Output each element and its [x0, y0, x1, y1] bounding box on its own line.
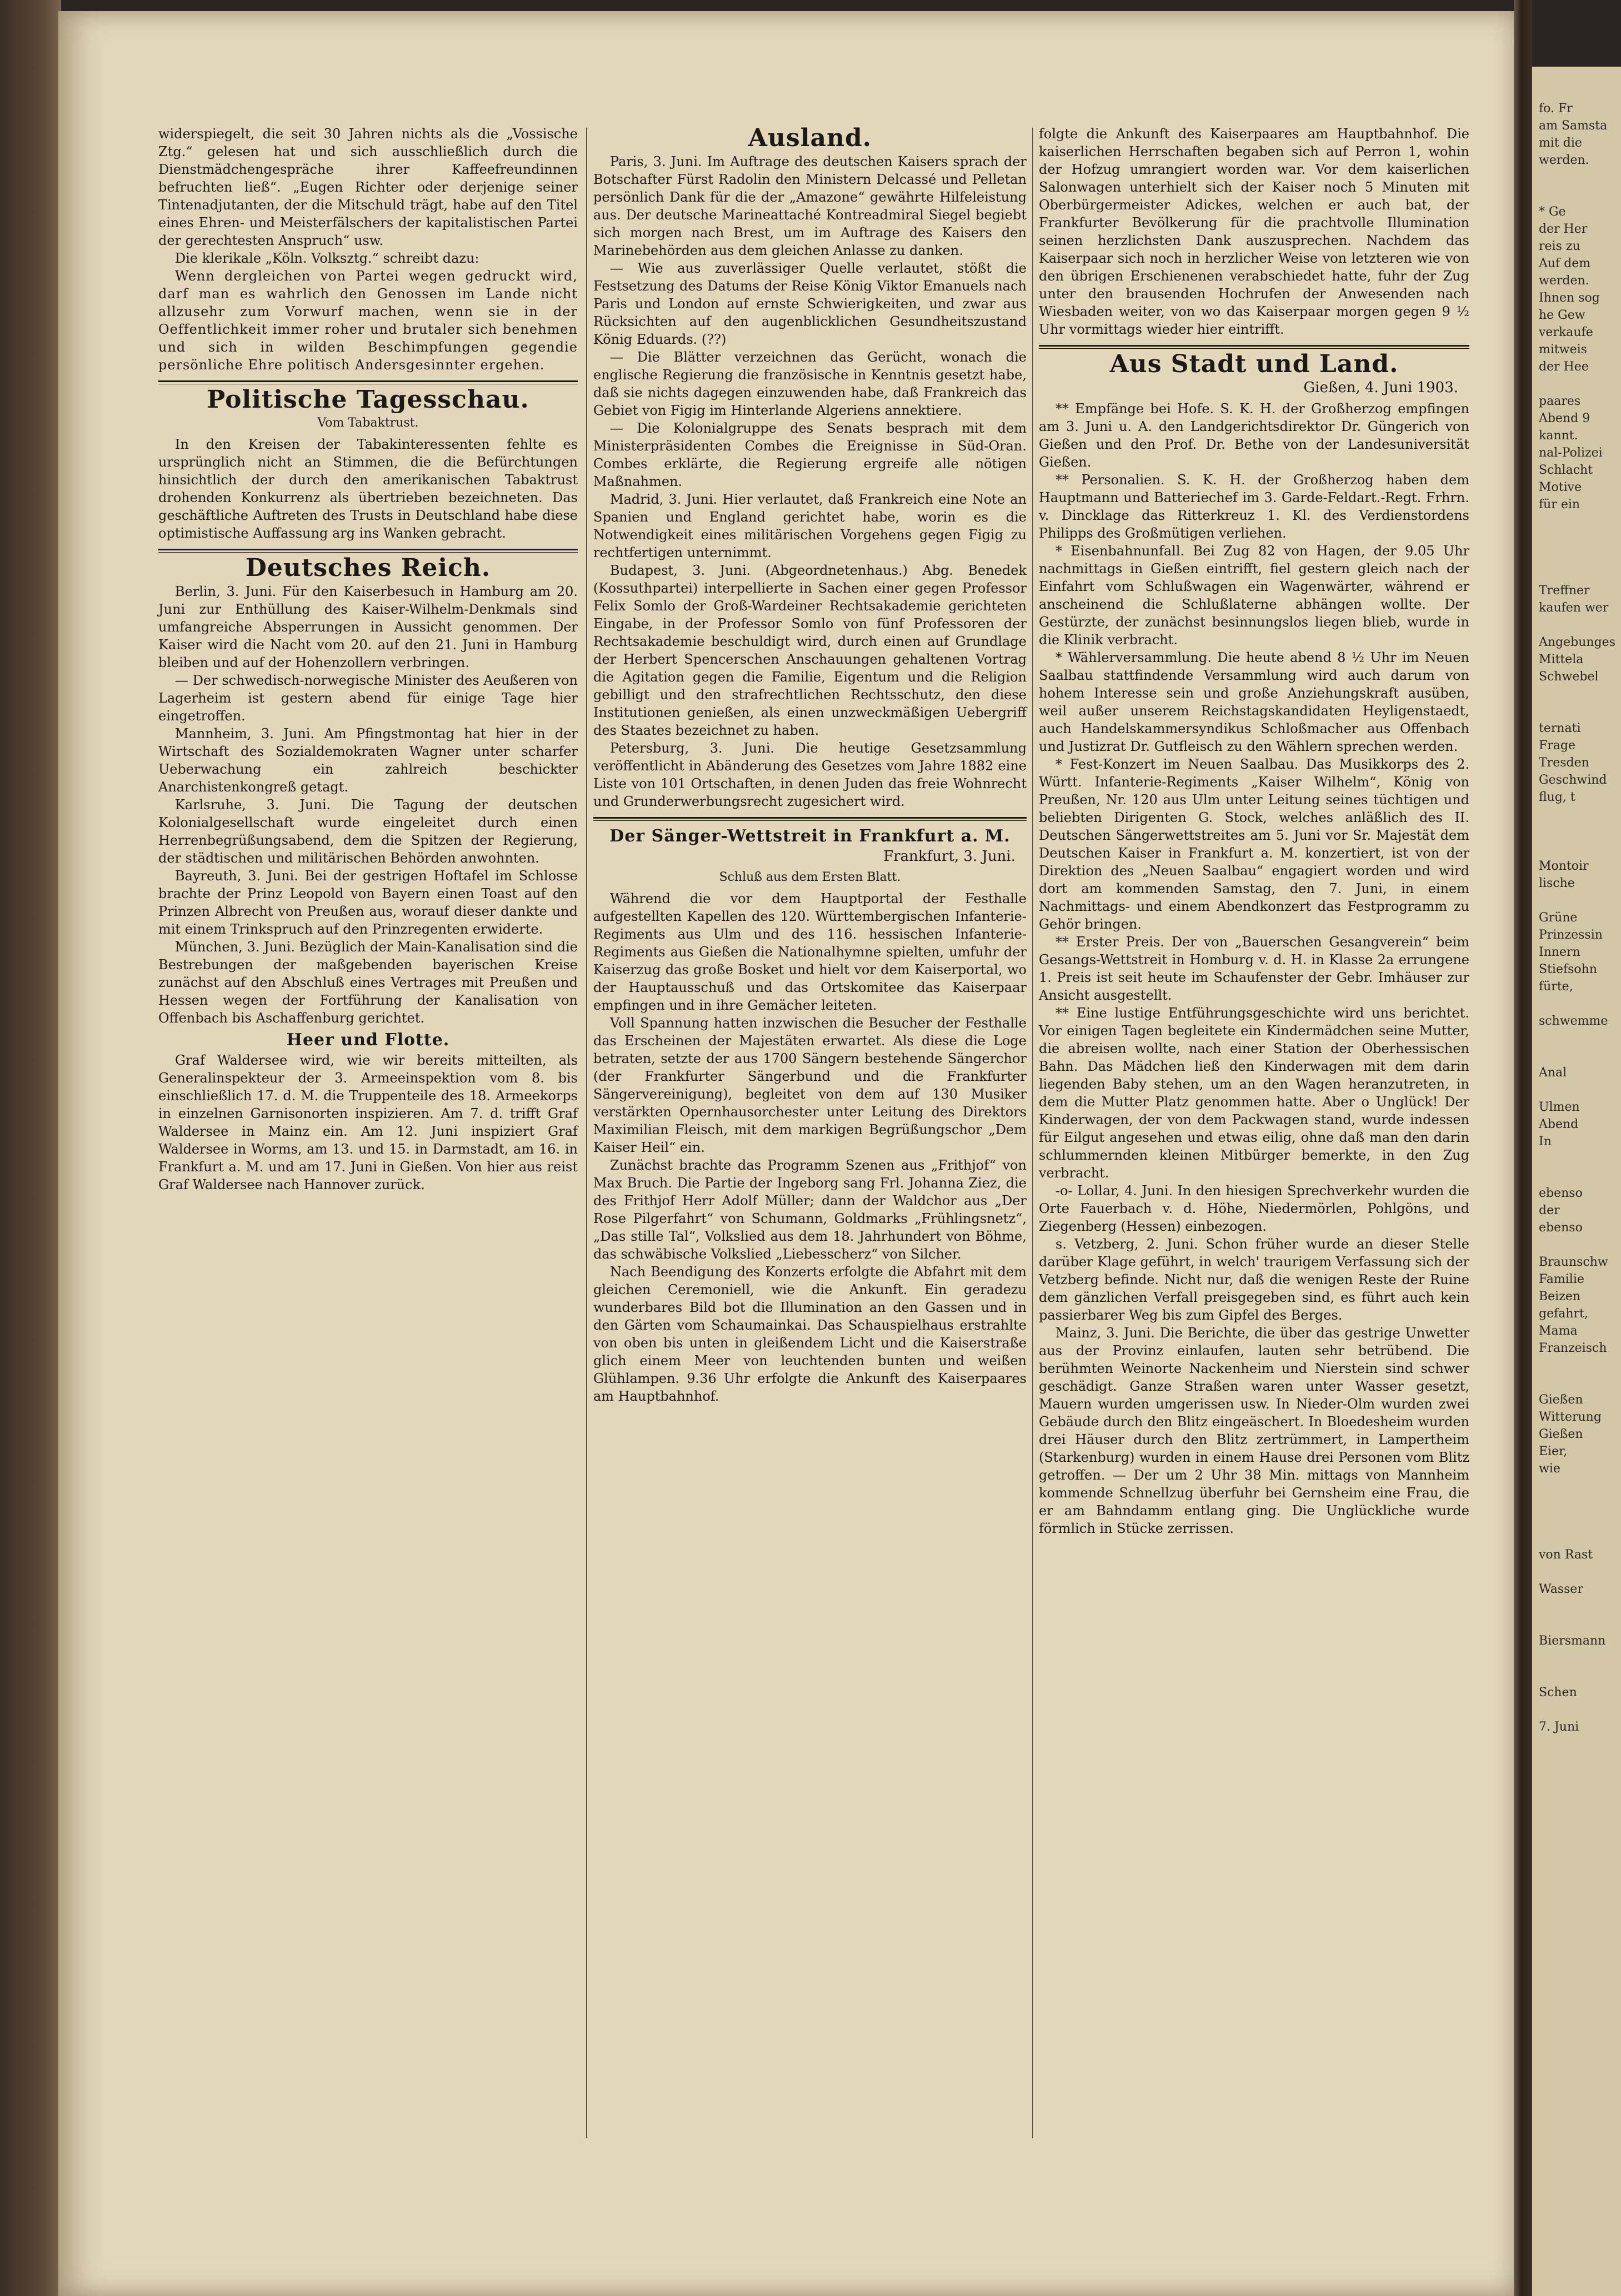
facing-page-text: fo. Fr am Samsta mit die werden. * Ge der Her reis zu Auf dem werden. Ihnen sog he Gew verkaufe mitweis der Hee paares Abend 9 kannt. nal-Polizei Schlacht Motive für ein Treffner kaufen wer Angebunges Mittela Schwebel ternati Frage Tresden Geschwind flug, t Montoir lische Grüne Prinzessin Innern Stiefsohn fürte, schwemme Anal Ulmen Abend In ebenso der ebenso Braunschw Familie Beizen gefahrt, Mama Franzeisch Gießen Witterung Gießen Eier, wie von Rast Wasser Biersmann Schen 7. Juni — [1539, 102, 1615, 1734]
column-3 — [1039, 125, 1469, 1537]
article-text: * Fest-Konzert im Neuen Saalbau. Das Musikkorps des 2. Württ. Infanterie-Regiments „Kaiser Wilhelm“, König von Preußen, Nr. 120 aus Ulm unter Leitung seines tüchtigen und beliebten Dirigenten G. Stock, welches anläßlich des II. Deutschen Sängerwettstreites am 5. Juni vor Sr. Majestät dem Deutschen Kaiser in Frankfurt a. M. konzertiert, ist von der Direktion des „Neuen Saalbau“ engagiert worden und wird dort am kommenden Samstag, den 7. Juni, in einem Nachmittags- und einem Abendkonzert das Festprogramm zu Gehör bringen. — [1039, 756, 1469, 932]
article-text: — Wie aus zuverlässiger Quelle verlautet, stößt die Festsetzung des Datums der Reise König Viktor Emanuels nach Paris und London auf ernste Schwierigkeiten, und zwar aus Rücksichten auf den augenblicklichen Gesundheitszustand König Eduards. (??) — [593, 260, 1027, 347]
article-text: — Die Kolonialgruppe des Senats besprach mit dem Ministerpräsidenten Combes die Ereignisse in Süd-Oran. Combes erklärte, die Regierung ergreife alle nötigen Maßnahmen. — [593, 420, 1027, 489]
article-text: s. Vetzberg, 2. Juni. Schon früher wurde an dieser Stelle darüber Klage geführt, in welch' traurigem Verfassung sich der Vetzberg befinde. Nicht nur, daß die wenigen Reste der Ruine dem gänzlichen Verfall preisgegeben sind, es führt auch kein passierbarer Weg bis zum Gipfel des Berges. — [1039, 1236, 1469, 1323]
article-text: Nach Beendigung des Konzerts erfolgte die Abfahrt mit dem gleichen Ceremoniell, wie die Ankunft. Ein geradezu wunderbares Bild bot die Illumination an den Gassen und in den Gärten vom Schaumainkai. Das Schauspielhaus erstrahlte von oben bis unten in gleißendem Licht und die Kaiserstraße glich einem Meer von leuchtenden bunten und weißen Glühlampen. 9.36 Uhr erfolgte die Ankunft des Kaiserpaares am Hauptbahnhof. — [593, 1264, 1027, 1404]
section-divider — [1039, 345, 1469, 349]
section-divider — [593, 817, 1027, 821]
article-subheading: Vom Tabaktrust. — [317, 416, 419, 430]
quote-text: Wenn dergleichen von Partei wegen gedruckt wird, darf man es wahrlich den Genossen im Lande nicht allzusehr zum Vorwurf machen, wenn sie in der Oeffentlichkeit immer roher und brutaler sich benehmen und sich in wilden Beschimpfungen gegendie persönliche Ehre politisch Andersgesinnter ergehen. — [158, 268, 578, 373]
left-dark-edge — [0, 0, 61, 2296]
section-divider — [158, 380, 578, 384]
section-heading-aus-stadt-und-land: Aus Stadt und Land. — [1109, 350, 1399, 378]
article-text: — Die Blätter verzeichnen das Gerücht, wonach die englische Regierung die französische in Kenntnis gesetzt habe, daß sie nichts dagegen einzuwenden habe, daß Frankreich das Gebiet von Figig im Hinterlande Algeriens annektiere. — [593, 349, 1027, 418]
article-text: * Eisenbahnunfall. Bei Zug 82 von Hagen, der 9.05 Uhr nachmittags in Gießen eintrifft, fiel gestern gleich nach der Einfahrt vom Schlußwagen ein Wagenwärter, während er anscheinend die Schlußlaterne abhängen wollte. Der Gestürzte, der zunächst besinnungslos liegen blieb, wurde in die Klinik verbracht. — [1039, 543, 1469, 648]
article-text: Bayreuth, 3. Juni. Bei der gestrigen Hoftafel im Schlosse brachte der Prinz Leopold von Bayern einen Toast auf den Prinzen Albrecht von Preußen aus, worauf dieser dankte und mit einem Trinkspruch auf den Prinzregenten erwiderte. — [158, 868, 578, 937]
article-text: ** Erster Preis. Der von „Bauerschen Gesangverein“ beim Gesangs-Wettstreit in Homburg v. d. H. in Klasse 2a errungene 1. Preis ist seit heute im Schaufenster der Gebr. Imhäuser zur Ansicht ausgestellt. — [1039, 934, 1469, 1003]
article-subheading: Schluß aus dem Ersten Blatt. — [719, 870, 901, 884]
article-text: München, 3. Juni. Bezüglich der Main-Kanalisation sind die Bestrebungen der maßgebenden bayerischen Kreise zunächst auf den Abschluß eines Vertrages mit Preußen und Hessen wegen der Fortführung der Kanalisation von Offenbach bis Aschaffenburg gerichtet. — [158, 939, 578, 1026]
article-text: * Wählerversammlung. Die heute abend 8 ½ Uhr im Neuen Saalbau stattfindende Versammlung wird auch darum von hohem Interesse sein und große Anziehungskraft ausüben, weil außer unserem Reichstagskandidaten Heyligenstaedt, auch Handelskammersyndikus Schloßmacher aus Offenbach und Justizrat Dr. Gutfleisch zu den Wählern sprechen werden. — [1039, 650, 1469, 754]
article-text: — Der schwedisch-norwegische Minister des Aeußeren von Lagerheim ist gestern abend für einige Tage hier eingetroffen. — [158, 673, 578, 724]
article-text: Paris, 3. Juni. Im Auftrage des deutschen Kaisers sprach der Botschafter Fürst Radolin den Ministern Delcassé und Pelletan persönlich Dank für die der „Amazone“ gewährte Hilfeleistung aus. Der deutsche Marineattaché Kontreadmiral Siegel begiebt sich morgen nach Brest, um im Auftrage des Kaisers den Marinebehörden aus dem gleichen Anlasse zu danken. — [593, 154, 1027, 258]
section-heading-politische-tagesschau: Politische Tagesschau. — [207, 385, 529, 414]
section-divider — [158, 549, 578, 553]
column-rule-2 — [1032, 128, 1033, 2138]
article-text: ** Eine lustige Entführungsgeschichte wird uns berichtet. Vor einigen Tagen begleitete ein Kindermädchen seine Mutter, die abreisen wollte, nach einer Station der Oberhessischen Bahn. Das Mädchen ließ den Kinderwagen mit dem darin liegenden Baby stehen, um an den Wagen heranzutreten, in dem die Mutter Platz genommen hatte. Aber o Unglück! Der Kinderwagen, der von dem Packwagen stand, wurde indessen für Eilgut angesehen und etwas eilig, ohne daß man den darin schlummernden kleinen Mitbürger bemerkte, in den Zug verbracht. — [1039, 1005, 1469, 1181]
article-text: ** Personalien. S. K. H. der Großherzog haben dem Hauptmann und Batteriechef im 3. Garde-Feldart.-Regt. Frhrn. v. Dincklage das Ritterkreuz 1. Kl. des Verdienstordens Philipps des Großmütigen verliehen. — [1039, 472, 1469, 541]
article-text: folgte die Ankunft des Kaiserpaares am Hauptbahnhof. Die kaiserlichen Herrschaften begaben sich auf Perron 1, wohin der Hofzug umrangiert worden war. Vor dem kaiserlichen Salonwagen unterhielt sich der Kaiser noch 5 Minuten mit Oberbürgermeister Adickes, welchen er auch bat, der Frankfurter Bevölkerung für die prachtvolle Illumination seinen herzlichsten Dank auszusprechen. Nachdem das Kaiserpaar sich noch in herzlicher Weise von letzteren wie von den übrigen Erschienenen verabschiedet hatte, fuhr der Zug unter den brausenden Hochrufen der Anwesenden nach Wiesbaden weiter, von wo das Kaiserpaar morgen gegen 9 ½ Uhr vormittags wieder hier eintrifft. — [1039, 126, 1469, 337]
article-subheading-heer-und-flotte: Heer und Flotte. — [286, 1030, 450, 1050]
article-text: Mainz, 3. Juni. Die Berichte, die über das gestrige Unwetter aus der Provinz einlaufen, lauten sehr betrübend. Die berühmten Weinorte Nackenheim und Nierstein sind schwer geschädigt. Ganze Straßen waren unter Wasser gesetzt, Mauern wurden umgerissen usw. In Nieder-Olm wurden zwei Gebäude durch den Blitz eingeäschert. In Bloedesheim wurden drei Häuser durch den Blitz zertrümmert, in Lampertheim (Starkenburg) wurden in einem Hause drei Personen vom Blitz getroffen. — Der um 2 Uhr 38 Min. mittags von Mannheim kommende Schnellzug überfuhr bei Gernsheim eine Frau, die er am Bahndamm entlang ging. Die Unglückliche wurde förmlich in Stücke zerrissen. — [1039, 1325, 1469, 1536]
book-gutter — [1514, 0, 1532, 2296]
dateline: Frankfurt, 3. Juni. — [883, 848, 1015, 865]
article-text: widerspiegelt, die seit 30 Jahren nichts als die „Vossische Ztg.“ gelesen hat und sich ausschließlich durch die Dienstmädchengespräche ihrer Kaffeefreundinnen befruchten ließ“. „Eugen Richter oder derjenige seiner Tintenadjutanten, der die Mitschuld trägt, habe auf den Titel eines Ehren- und Meisterfälschers der kapitalistischen Partei der gerechtesten Anspruch“ usw. — [158, 126, 578, 248]
article-text: Petersburg, 3. Juni. Die heutige Gesetzsammlung veröffentlicht in Abänderung des Gesetzes vom Jahre 1882 eine Liste von 101 Ortschaften, in denen Juden das freie Wohnrecht und Grunderwerbungsrecht zugesichert wird. — [593, 740, 1027, 809]
facing-page-fragment — [1532, 67, 1621, 2296]
article-text: Mannheim, 3. Juni. Am Pfingstmontag hat hier in der Wirtschaft des Sozialdemokraten Wagner unter scharfer Ueberwachung ein zahlreich beschickter Anarchistenkongreß getagt. — [158, 726, 578, 795]
article-text: Madrid, 3. Juni. Hier verlautet, daß Frankreich eine Note an Spanien und England gerichtet habe, worin es die Notwendigkeit eines militärischen Vorgehens gegen Figig zu rechtfertigen unternimmt. — [593, 492, 1027, 560]
article-text: Die klerikale „Köln. Volksztg.“ schreibt dazu: — [175, 250, 479, 266]
column-rule-1 — [586, 128, 587, 2138]
section-heading-deutsches-reich: Deutsches Reich. — [245, 554, 491, 582]
article-text: Budapest, 3. Juni. (Abgeordnetenhaus.) Abg. Benedek (Kossuthpartei) interpellierte in Sachen einer gegen Professor Felix Somlo der Groß-Wardeiner Rechtsakademie gerichteten Eingabe, in der Professor Somlo von fünf Professoren der Rechtsakademie beschuldigt wird, durch einen auf Grundlage der Herbert Spencerschen Anschauungen gehaltenen Vortrag die Agitation gegen die Familie, Eigentum und die Religion gebilligt und den strafrechtlichen Rechtsschutz, den diese Institutionen genießen, als einen unzweckmäßigen Uebergriff des Staates bezeichnet zu haben. — [593, 563, 1027, 738]
article-text: Berlin, 3. Juni. Für den Kaiserbesuch in Hamburg am 20. Juni zur Enthüllung des Kaiser-Wilhelm-Denkmals sind umfangreiche Absperrungen in Aussicht genommen. Der Kaiser wird die Nacht vom 20. auf den 21. Juni in Hamburg bleiben und auf der Hohenzollern verbringen. — [158, 584, 578, 670]
section-heading-ausland: Ausland. — [748, 124, 872, 152]
article-text: Graf Waldersee wird, wie wir bereits mitteilten, als Generalinspekteur der 3. Armeeinspektion vom 8. bis einschließlich 17. d. M. die Truppenteile des 18. Armeekorps in einzelnen Garnisonorten inspizieren. Am 7. d. trifft Graf Waldersee in Mainz ein. Am 12. Juni inspiziert Graf Waldersee in Worms, am 13. und 15. in Darmstadt, am 16. in Frankfurt a. M. und am 17. Juni in Gießen. Von hier aus reist Graf Waldersee nach Hannover zurück. — [158, 1052, 578, 1192]
article-text: Voll Spannung hatten inzwischen die Besucher der Festhalle das Erscheinen der Majestäten erwartet. Als diese die Loge betraten, setzte der aus 1700 Sängern bestehende Sängerchor (der Frankfurter Sängerbund und die Frankfurter Sängervereinigung), begleitet von dem auf 130 Musiker verstärkten Opernhausorchester unter Leitung des Direktors Maximilian Fleisch, mit dem markigen Begrüßungschor „Dem Kaiser Heil“ ein. — [593, 1015, 1027, 1155]
column-2 — [593, 125, 1027, 1405]
article-text: -o- Lollar, 4. Juni. In den hiesigen Sprechverkehr wurden die Orte Fauerbach v. d. Höhe, Niedermörlen, Pohlgöns, und Ziegenberg (Hessen) einbezogen. — [1039, 1183, 1469, 1234]
article-text: Karlsruhe, 3. Juni. Die Tagung der deutschen Kolonialgesellschaft wurde eingeleitet durch einen Herrenbegrüßungsabend, dem die Spitzen der Regierung, der städtischen und militärischen Behörden anwohnten. — [158, 797, 578, 866]
article-text: Während die vor dem Hauptportal der Festhalle aufgestellten Kapellen des 120. Württembergischen Infanterie-Regiments aus Ulm und des 116. hessischen Infanterie-Regiments aus Gießen die Nationalhymne spielten, umfuhr der Kaiserzug das große Bosket und hielt vor dem Kaiserportal, wo der Hauptausschuß und das Ortskomitee das Kaiserpaar empfingen und in ihre Gemächer leiteten. — [593, 891, 1027, 1013]
article-text: In den Kreisen der Tabakinteressenten fehlte es ursprünglich nicht an Stimmen, die die Befürchtungen hinsichtlich der durch den amerikanischen Tabaktrust drohenden Konkurrenz als übertrieben bezeichneten. Das geschäftliche Auftreten des Trusts in Deutschland habe diese optimistische Auffassung arg ins Wanken gebracht. — [158, 437, 578, 541]
section-heading-saenger-wettstreit: Der Sänger-Wettstreit in Frankfurt a. M. — [609, 826, 1010, 846]
article-text: Zunächst brachte das Programm Szenen aus „Frithjof“ von Max Bruch. Die Partie der Ingeborg sang Frl. Johanna Ziez, die des Frithjof Herr Adolf Müller; dann der Waldchor aus „Der Rose Pilgerfahrt“ von Schumann, Goldmarks „Frühlingsnetz“, „Das stille Tal“, Volkslied aus dem 18. Jahrhundert von Böhme, das schwäbische Volkslied „Liebesscherz“ von Silcher. — [593, 1157, 1027, 1262]
dateline: Gießen, 4. Juni 1903. — [1303, 379, 1458, 396]
article-text: ** Empfänge bei Hofe. S. K. H. der Großherzog empfingen am 3. Juni u. A. den Landgerichtsdirektor Dr. Güngerich von Gießen und den Prof. Dr. Bethe von der Landesuniversität Gießen. — [1039, 401, 1469, 470]
column-1 — [158, 125, 578, 1194]
